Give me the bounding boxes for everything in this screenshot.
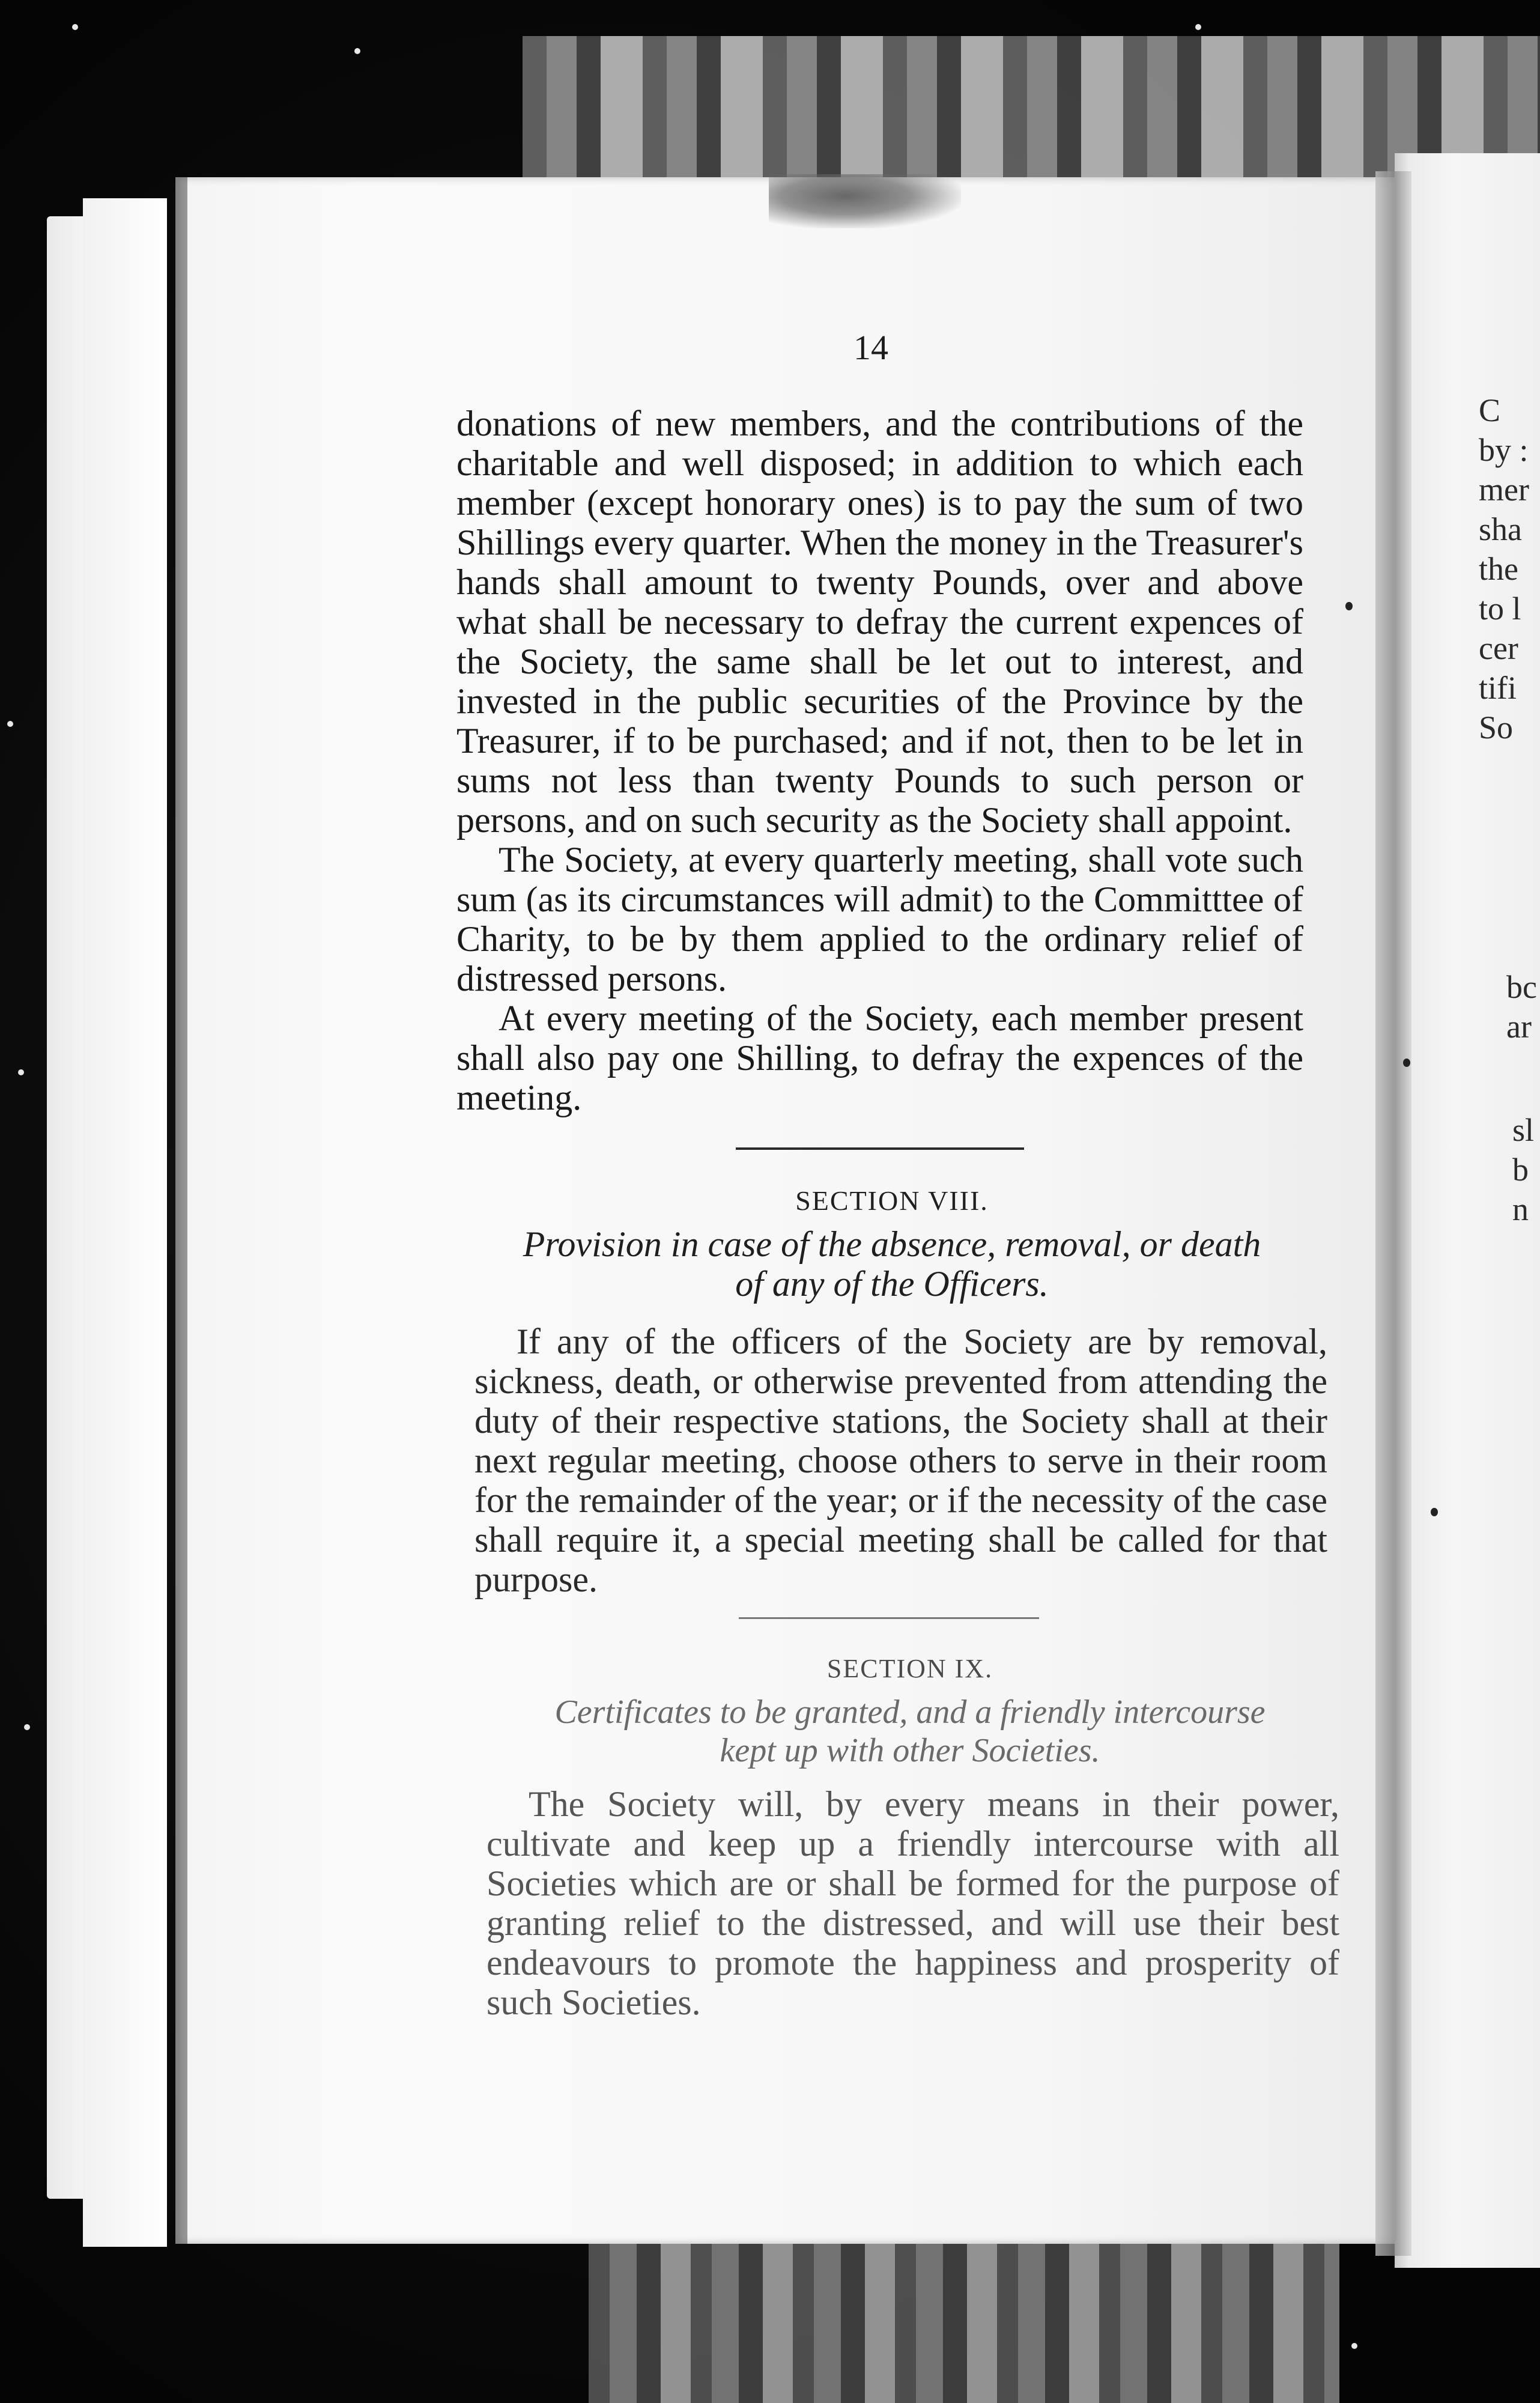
scan-speck [1195,24,1201,30]
fragment-line: mer [1479,472,1529,508]
section-8-heading: SECTION VIII. [795,1185,989,1216]
scan-speck [18,1069,24,1075]
fragment-line: C [1479,392,1501,428]
fragment-line: tifi [1479,670,1517,706]
section-9-title [474,1693,1345,1770]
scan-speck [354,48,360,54]
body-text-top [456,404,1303,1117]
facing-page-fragments-top [1479,390,1529,747]
ink-speck [1345,602,1353,610]
section-8-title-line-2: of any of the Officers. [735,1264,1049,1304]
facing-page-fragments-lower [1512,1110,1534,1229]
fragment-line: So [1479,709,1514,746]
section-8-title-line-1: Provision in case of the absence, removal, or death [523,1224,1261,1264]
page-number: 14 [853,328,888,367]
page-stack-edge-inner [83,198,167,2247]
binding-cloth-top [523,36,1540,192]
scan-speck [72,24,78,30]
scan-speck [1351,2343,1357,2349]
paragraph-treasury: donations of new members, and the contributions of the charitable and well disposed; in addition to which each member (except honorary ones) is to pay the sum of two Shillings every quarter. When the money in the Treasurer's hands shall amount to twenty Pounds, over and above what shall be necessary to defray the current expences of the Society, the same shall be let out to interest, and invested in the public securities of the Province by the Treasurer, if to be purchased; and if not, then to be let in sums not less than twenty Pounds to such person or persons, and on such security as the Society shall appoint. [456,404,1303,840]
section-9-body [487,1784,1339,2022]
binding-cloth-bottom [589,2223,1339,2403]
facing-page-fragments-middle [1506,967,1537,1047]
section-divider [736,1147,1024,1150]
page-damage-mark [769,174,961,228]
section-8-body [474,1322,1327,1599]
book-gutter [1375,171,1411,2256]
fragment-line: b [1512,1152,1529,1188]
page-left-shadow [175,177,187,2244]
paragraph-quarterly-vote: The Society, at every quarterly meeting, shall vote such sum (as its circumstances will admit) to the Committtee of Charity, to be by them applied to the ordinary relief of distressed persons. [456,840,1303,998]
paragraph-meeting-fee: At every meeting of the Society, each member present shall also pay one Shilling, to defray the expences of the meeting. [456,998,1303,1117]
fragment-line: n [1512,1191,1529,1227]
section-9-title-line-2: kept up with other Societies. [720,1732,1100,1769]
fragment-line: ar [1506,1009,1532,1045]
fragment-line: to l [1479,591,1521,627]
section-divider-2 [739,1617,1039,1619]
ink-speck [1403,1059,1410,1067]
section-8-paragraph: If any of the officers of the Society are by removal, sickness, death, or otherwise prevented from attending the duty of their respective stations, the Society shall at their next regular meeting, choose others to serve in their room for the remainder of the year; or if the necessity of the case shall require it, a special meeting shall be called for that purpose. [474,1322,1327,1599]
fragment-line: bc [1506,969,1537,1005]
section-9-paragraph: The Society will, by every means in their power, cultivate and keep up a friendly intercourse with all Societies which are or shall be formed for the purpose of granting relief to the distressed, and will use their best endeavours to promote the happiness and prosperity of such Societies. [487,1784,1339,2022]
fragment-line: sl [1512,1112,1535,1148]
section-9-heading: SECTION IX. [826,1654,993,1683]
ink-speck [1431,1508,1438,1516]
section-9-title-line-1: Certificates to be granted, and a friendly intercourse [554,1694,1266,1731]
fragment-line: sha [1479,511,1522,547]
fragment-line: the [1479,551,1518,587]
scan-speck [7,721,13,727]
fragment-line: by : [1479,432,1529,468]
fragment-line: cer [1479,630,1518,666]
scan-speck [24,1724,30,1730]
section-8-title [456,1224,1327,1304]
